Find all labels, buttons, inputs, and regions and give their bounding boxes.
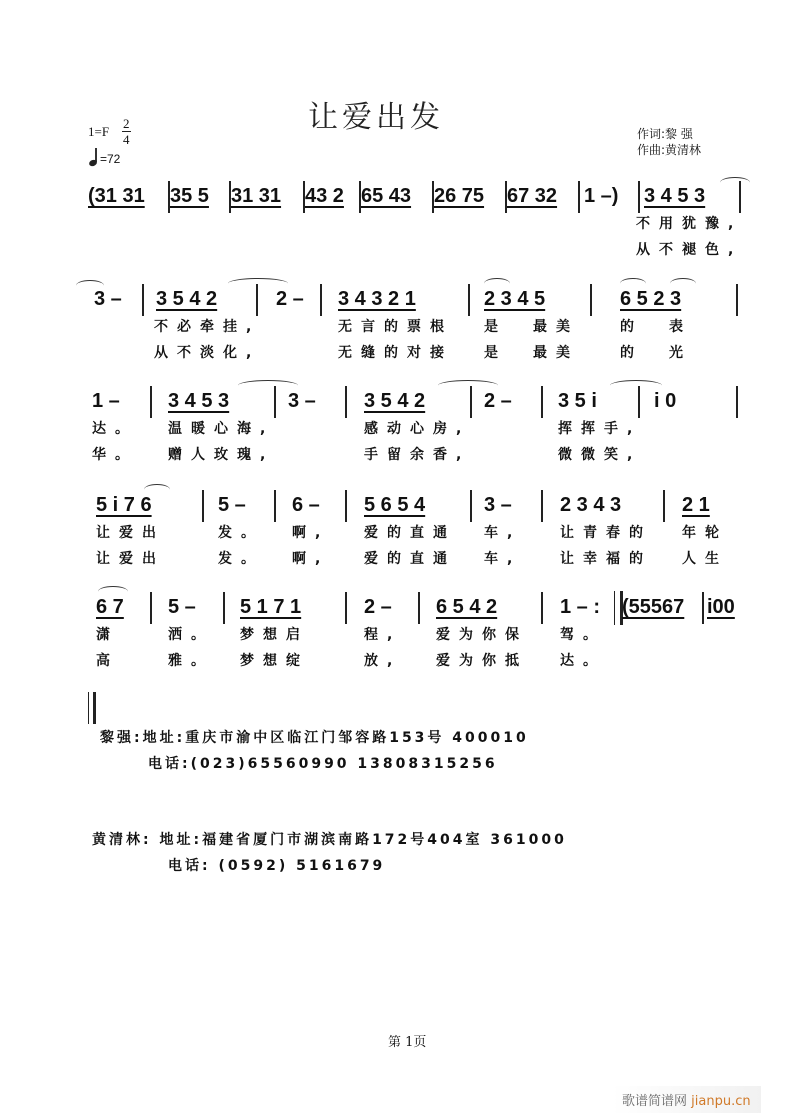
lyric-verse-1: 不必牵挂, [154,319,261,335]
barline [541,592,543,624]
lyric-verse-2: 赠人玫瑰, [168,447,275,463]
measure: 2 1 [682,494,710,516]
barline [470,490,472,522]
barline [663,490,665,522]
barline [142,284,144,316]
score-line-3 [88,390,748,470]
measure: 2 3 4 3 [560,494,622,516]
barline [223,592,225,624]
measure: 43 2 [305,185,344,207]
barline [274,490,276,522]
measure: 3 5 i [558,390,597,412]
barline [702,592,704,624]
measure: 6 7 [96,596,124,618]
measure: 5 i 7 6 [96,494,152,516]
score-line-2 [88,288,748,368]
contact-lyricist-address: 黎强:地址:重庆市渝中区临江门邹容路153号 400010 [100,730,529,746]
lyric-verse-2: 无缝的对接 [338,345,453,361]
lyric-verse-1: 驾。 [560,627,606,643]
barline [345,386,347,418]
lyric-verse-2: 发。 [218,551,264,567]
measure: 1 – : [560,596,601,618]
measure: 65 43 [361,185,412,207]
barline [541,490,543,522]
barline [578,181,580,213]
lyric-verse-2: 最美 [533,345,579,361]
barline [345,490,347,522]
barline [541,386,543,418]
lyric-verse-2: 光 [669,345,692,361]
key-signature: 1=F [88,124,110,139]
measure: 26 75 [434,185,485,207]
measure: 2 – [364,596,392,618]
tempo-marking: =72 [88,148,120,166]
measure: 67 32 [507,185,558,207]
barline [202,490,204,522]
lyric-verse-1: 无言的票根 [338,319,453,335]
lyric-verse-1: 啊, [292,525,330,541]
lyric-verse-2: 微微笑, [558,447,642,463]
lyric-verse-2: 爱的直通 [364,551,456,567]
lyric-verse-1: 车, [484,525,522,541]
lyric-verse-2: 让幸福的 [560,551,652,567]
barline [274,386,276,418]
barline [468,284,470,316]
measure: 2 – [276,288,304,310]
lyricist: 作词:黎 强 [637,127,693,141]
time-signature: 2 4 [123,116,130,147]
contact-composer-address: 黄清林: 地址:福建省厦门市湖滨南路172号404室 361000 [92,832,567,848]
lyric-verse-1: 洒。 [168,627,214,643]
measure: 5 – [218,494,246,516]
lyric-verse-1: 程, [364,627,402,643]
measure: 2 3 4 5 [484,288,546,310]
measure: 5 1 7 1 [240,596,302,618]
measure: 6 5 4 2 [436,596,498,618]
lyric-verse-2: 是 [484,345,507,361]
barline [150,592,152,624]
lyric-verse-1: 年轮 [682,525,728,541]
lyric-verse-2: 达。 [560,653,606,669]
barline [150,386,152,418]
score-line-1 [88,185,748,265]
lyric-verse-1: 挥挥手, [558,421,642,437]
barline [638,181,640,213]
barline [736,284,738,316]
measure: 6 – [292,494,320,516]
tie [144,484,170,495]
contact-lyricist-phone: 电话:(023)65560990 13808315256 [148,756,498,772]
contact-composer-phone: 电话: (0592) 5161679 [168,858,386,874]
measure: 3 4 3 2 1 [338,288,416,310]
lyric-verse-2: 从不褪色, [636,242,743,258]
measure: 3 – [288,390,316,412]
measure: 1 – [92,390,120,412]
watermark: 歌谱简谱网 jianpu.cn [612,1086,761,1113]
page-number: 第 1页 [388,1035,427,1050]
lyric-verse-2: 放, [364,653,402,669]
lyric-verse-1: 感动心房, [364,421,471,437]
lyric-verse-1: 让爱出 [96,525,165,541]
measure: 5 6 5 4 [364,494,426,516]
lyric-verse-2: 手留余香, [364,447,471,463]
lyric-verse-1: 让青春的 [560,525,652,541]
score-line-5 [88,596,748,676]
lyric-verse-1: 达。 [92,421,138,437]
lyric-verse-1: 是 [484,319,507,335]
lyric-verse-2: 的 [620,345,643,361]
measure: 2 – [484,390,512,412]
barline [418,592,420,624]
lyric-verse-2: 车, [484,551,522,567]
measure: 3 5 4 2 [156,288,218,310]
barline [256,284,258,316]
lyric-verse-2: 爱为你抵 [436,653,528,669]
measure: i00 [707,596,735,618]
lyric-verse-2: 雅。 [168,653,214,669]
barline [736,386,738,418]
lyric-verse-2: 让爱出 [96,551,165,567]
measure: (55567 [622,596,685,618]
measure: i 0 [654,390,677,412]
composer: 作曲:黄清林 [637,143,702,157]
lyric-verse-2: 华。 [92,447,138,463]
measure: 5 – [168,596,196,618]
quarter-note-icon [88,148,98,166]
measure: 35 5 [170,185,209,207]
barline [320,284,322,316]
lyric-verse-2: 人生 [682,551,728,567]
lyric-verse-1: 爱为你保 [436,627,528,643]
lyric-verse-2: 从不淡化, [154,345,261,361]
lyric-verse-2: 高 [96,653,119,669]
lyric-verse-1: 梦想启 [240,627,309,643]
score-line-4 [88,494,748,574]
lyric-verse-1: 爱的直通 [364,525,456,541]
lyric-verse-1: 的 [620,319,643,335]
lyric-verse-1: 不用犹豫, [636,216,743,232]
measure: 1 –) [584,185,619,207]
tie [720,177,750,188]
barline [590,284,592,316]
song-title: 让爱出发 [308,100,444,135]
measure: 3 5 4 2 [364,390,426,412]
lyric-verse-1: 潇 [96,627,119,643]
lyric-verse-1: 最美 [533,319,579,335]
measure: 3 – [94,288,122,310]
lyric-verse-1: 温暖心海, [168,421,275,437]
lyric-verse-2: 梦想绽 [240,653,309,669]
measure: 6 5 2 3 [620,288,682,310]
lyric-verse-1: 发。 [218,525,264,541]
credits [637,126,701,158]
final-barline [88,692,96,724]
measure: 3 – [484,494,512,516]
barline [470,386,472,418]
measure: (31 31 [88,185,145,207]
measure: 31 31 [231,185,282,207]
measure: 3 4 5 3 [168,390,230,412]
lyric-verse-1: 表 [669,319,692,335]
lyric-verse-2: 啊, [292,551,330,567]
barline [638,386,640,418]
barline [345,592,347,624]
measure: 3 4 5 3 [644,185,706,207]
